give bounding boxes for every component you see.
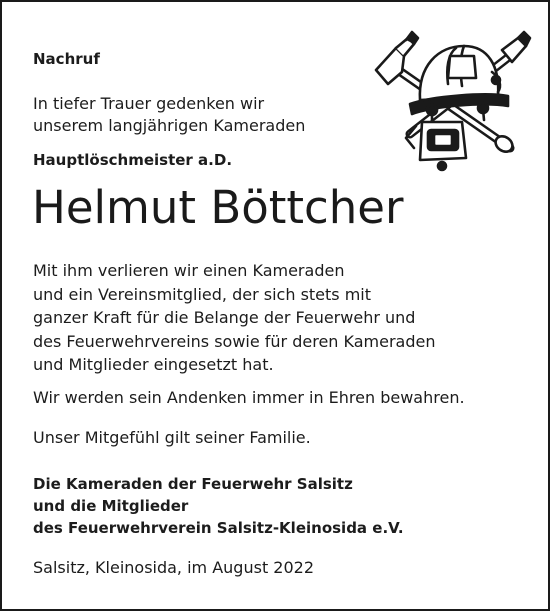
tribute-line: und ein Vereinsmitglied, der sich stets mit <box>33 284 372 304</box>
tribute-paragraph <box>33 259 435 377</box>
honor-line: Wir werden sein Andenken immer in Ehren bewahren. <box>33 388 465 407</box>
fire-brigade-helmet-axes-icon <box>362 26 534 176</box>
tribute-line: und Mitglieder eingesetzt hat. <box>33 355 274 375</box>
place-date: Salsitz, Kleinosida, im August 2022 <box>33 558 315 577</box>
tribute-line: Mit ihm verlieren wir einen Kameraden <box>33 261 345 280</box>
notice-heading: Nachruf <box>33 50 100 68</box>
tribute-line: des Feuerwehrvereins sowie für deren Kameraden <box>33 331 436 351</box>
signature-line: des Feuerwehrverein Salsitz-Kleinosida e.V. <box>33 519 404 537</box>
signature-block <box>33 473 404 539</box>
sympathy-line: Unser Mitgefühl gilt seiner Familie. <box>33 428 311 447</box>
intro-line: unserem langjährigen Kameraden <box>33 116 306 135</box>
intro-line: In tiefer Trauer gedenken wir <box>33 94 265 113</box>
signature-line: Die Kameraden der Feuerwehr Salsitz <box>33 475 353 493</box>
signature-line: und die Mitglieder <box>33 497 189 515</box>
deceased-name: Helmut Böttcher <box>32 181 404 234</box>
tribute-line: ganzer Kraft für die Belange der Feuerwehr und <box>33 308 416 328</box>
deceased-rank: Hauptlöschmeister a.D. <box>33 151 233 169</box>
intro-text <box>33 93 305 137</box>
